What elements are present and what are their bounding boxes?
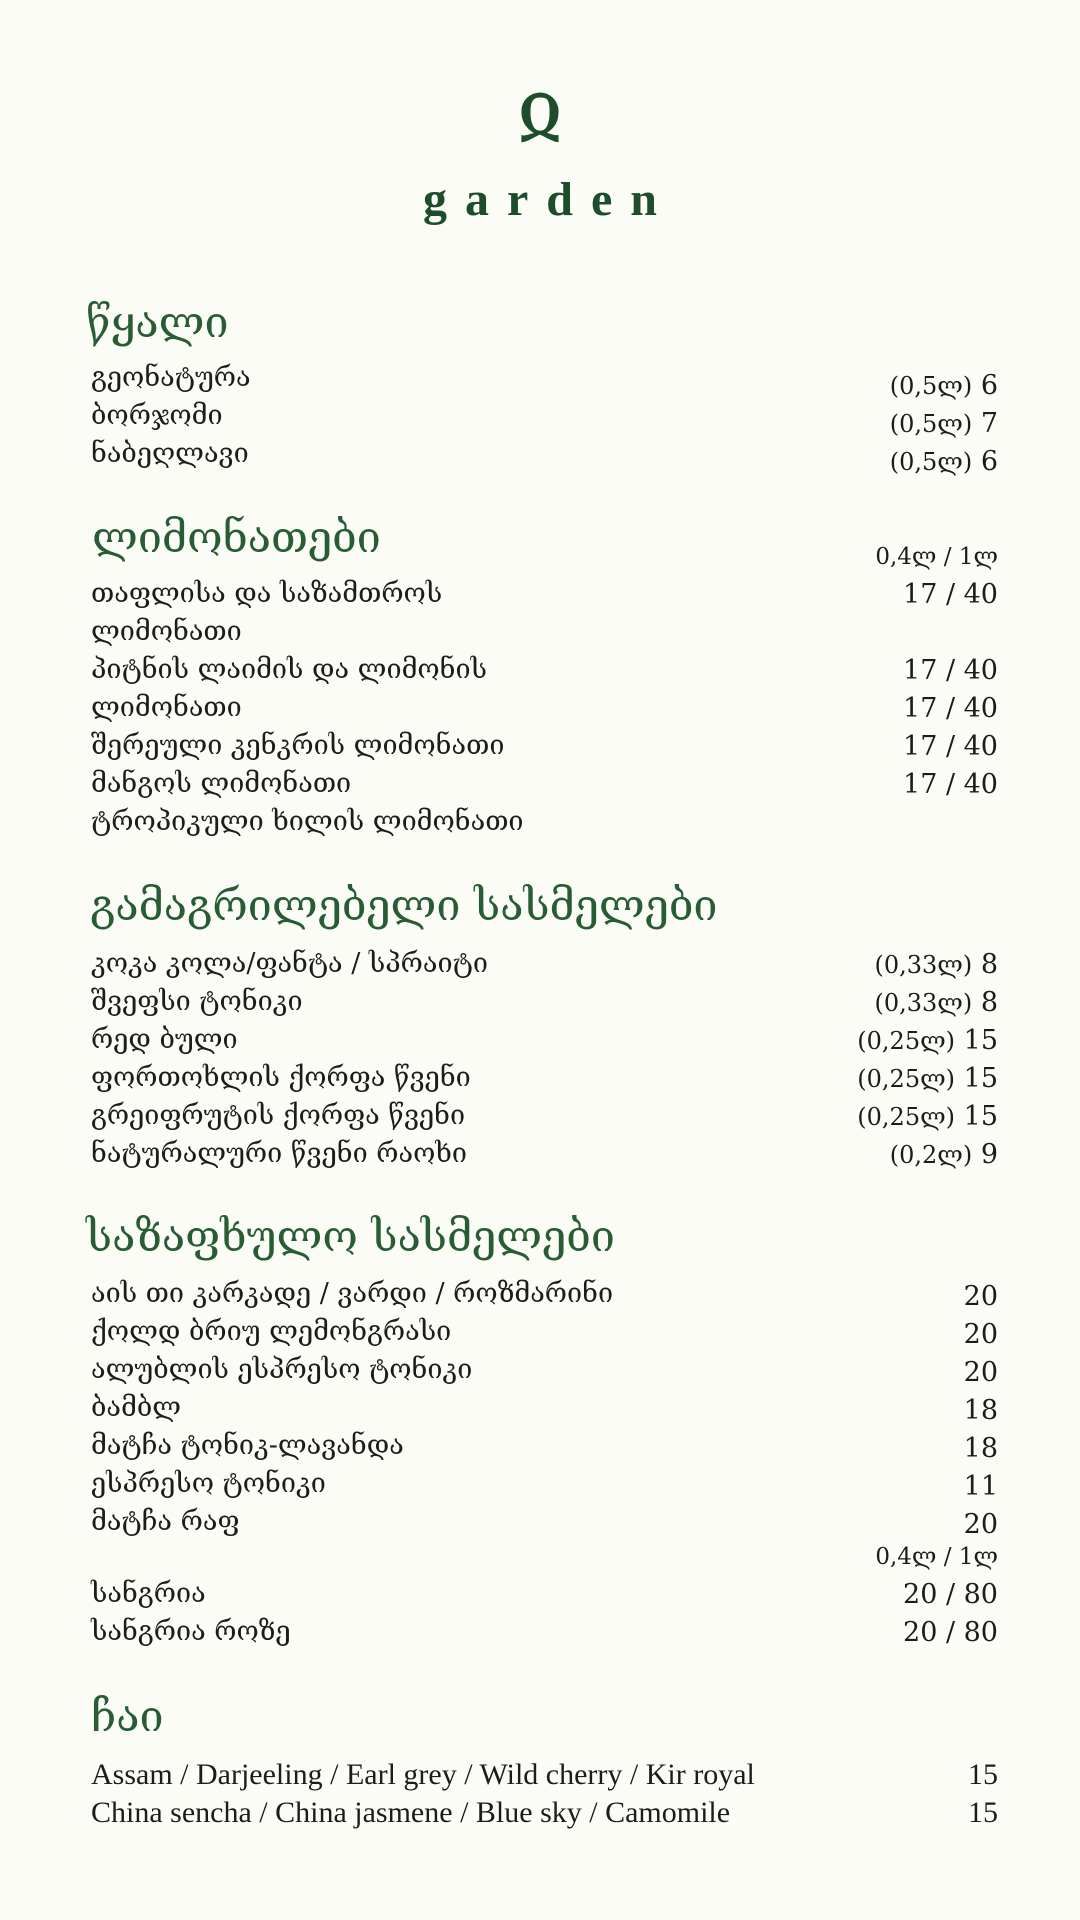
- menu-item-name: Assam / Darjeeling / Earl grey / Wild cherry / Kir royal: [91, 1758, 755, 1791]
- menu-item-name: გრეიფრუტის ქორფა წვენი: [91, 1100, 466, 1131]
- menu-item-name: ნატურალური წვენი რაოხი: [91, 1138, 467, 1169]
- menu-item-name: მატჩა ტონიკ-ლავანდა: [91, 1430, 404, 1461]
- menu-item-name: შვეფსი ტონიკი: [91, 986, 303, 1017]
- menu-item-name: ბორჯომი: [91, 400, 223, 431]
- menu-item-price: 20: [963, 1509, 998, 1540]
- menu-item-price: 17 / 40: [903, 693, 998, 724]
- menu-item-volume: (0,25ლ): [857, 1103, 956, 1131]
- menu-item-price-value: 9: [980, 1139, 998, 1170]
- menu-item-volume: (0,33ლ): [874, 951, 973, 979]
- menu-item-name: აის თი კარკადე / ვარდი / როზმარინი: [91, 1278, 614, 1309]
- menu-item-volume: (0,25ლ): [857, 1065, 956, 1093]
- section-title-lemonades: ლიმონათები: [92, 513, 381, 563]
- menu-item-name: თაფლისა და საზამთროს: [91, 578, 443, 609]
- menu-item-price-value: 15: [963, 1025, 998, 1056]
- menu-item-name: ალუბლის ესპრესო ტონიკი: [91, 1354, 473, 1385]
- menu-item-name: ფორთოხლის ქორფა წვენი: [91, 1062, 471, 1093]
- menu-item-name: მატჩა რაფ: [91, 1506, 240, 1537]
- menu-item-price-value: 7: [980, 408, 998, 439]
- menu-item-name: ლიმონათი: [91, 692, 242, 723]
- garden-logo-mark: ჲ: [517, 61, 563, 154]
- menu-item-price: [857, 1103, 998, 1130]
- menu-item-name: შერეული კენკრის ლიმონათი: [91, 730, 505, 761]
- menu-item-name: ტროპიკული ხილის ლიმონათი: [91, 806, 524, 837]
- menu-item-name: პიტნის ლაიმის და ლიმონის: [91, 654, 487, 685]
- menu-item-name: ესპრესო ტონიკი: [91, 1468, 326, 1499]
- menu-item-price: [890, 1141, 998, 1168]
- size-column-header: 0,4ლ / 1ლ: [875, 1544, 998, 1570]
- menu-item-price: 20 / 80: [903, 1579, 998, 1610]
- menu-item-price-value: 15: [963, 1063, 998, 1094]
- menu-item-price: [890, 372, 998, 399]
- menu-item-price: [890, 448, 998, 475]
- menu-item-volume: (0,5ლ): [889, 448, 973, 476]
- menu-item-price: 17 / 40: [903, 769, 998, 800]
- menu-item-price: 18: [963, 1395, 998, 1426]
- menu-item-price: 17 / 40: [903, 655, 998, 686]
- menu-item-name: ლიმონათი: [91, 616, 242, 647]
- menu-item-price: [857, 1027, 998, 1054]
- size-column-header: 0,4ლ / 1ლ: [875, 544, 998, 570]
- garden-logo-wordmark: garden: [423, 173, 675, 226]
- menu-item-price: [857, 1065, 998, 1092]
- menu-item-price-value: 6: [980, 446, 998, 477]
- menu-item-price: 18: [963, 1433, 998, 1464]
- menu-item-name: რედ ბული: [91, 1024, 238, 1055]
- menu-item-price: 15: [968, 1796, 998, 1829]
- menu-item-name: China sencha / China jasmene / Blue sky / Camomile: [91, 1796, 731, 1829]
- menu-item-volume: (0,33ლ): [874, 989, 973, 1017]
- menu-item-price: 20 / 80: [903, 1617, 998, 1648]
- menu-item-name: ქოლდ ბრიუ ლემონგრასი: [91, 1316, 452, 1347]
- menu-item-name: მანგოს ლიმონათი: [91, 768, 352, 799]
- menu-item-name: სანგრია: [91, 1578, 206, 1609]
- menu-item-price: [874, 951, 998, 978]
- menu-item-price: [890, 410, 998, 437]
- menu-item-price: 15: [968, 1758, 998, 1791]
- menu-item-price: 20: [963, 1281, 998, 1312]
- section-title-tea: ჩაი: [91, 1692, 164, 1742]
- menu-item-volume: (0,5ლ): [889, 410, 973, 438]
- menu-item-name: გეონატურა: [91, 362, 251, 393]
- menu-item-price: 11: [963, 1471, 998, 1502]
- section-title-water: წყალი: [86, 298, 229, 348]
- menu-item-price: 17 / 40: [903, 731, 998, 762]
- menu-item-price: [874, 989, 998, 1016]
- menu-item-price: 20: [963, 1319, 998, 1350]
- menu-item-volume: (0,2ლ): [889, 1141, 973, 1169]
- section-title-soft-drinks: გამაგრილებელი სასმელები: [90, 881, 718, 931]
- menu-item-price: 20: [963, 1357, 998, 1388]
- menu-item-name: სანგრია როზე: [91, 1616, 291, 1647]
- menu-item-price-value: 8: [980, 949, 998, 980]
- section-title-summer-drinks: საზაფხულო სასმელები: [86, 1212, 615, 1262]
- menu-item-name: ბამბლ: [91, 1392, 182, 1423]
- menu-item-price: 17 / 40: [903, 579, 998, 610]
- menu-item-volume: (0,25ლ): [857, 1027, 956, 1055]
- menu-item-name: ნაბეღლავი: [91, 438, 249, 469]
- menu-item-price-value: 15: [963, 1101, 998, 1132]
- menu-item-name: კოკა კოლა/ფანტა / სპრაიტი: [91, 948, 488, 979]
- menu-item-volume: (0,5ლ): [889, 372, 973, 400]
- menu-item-price-value: 6: [980, 370, 998, 401]
- menu-item-price-value: 8: [980, 987, 998, 1018]
